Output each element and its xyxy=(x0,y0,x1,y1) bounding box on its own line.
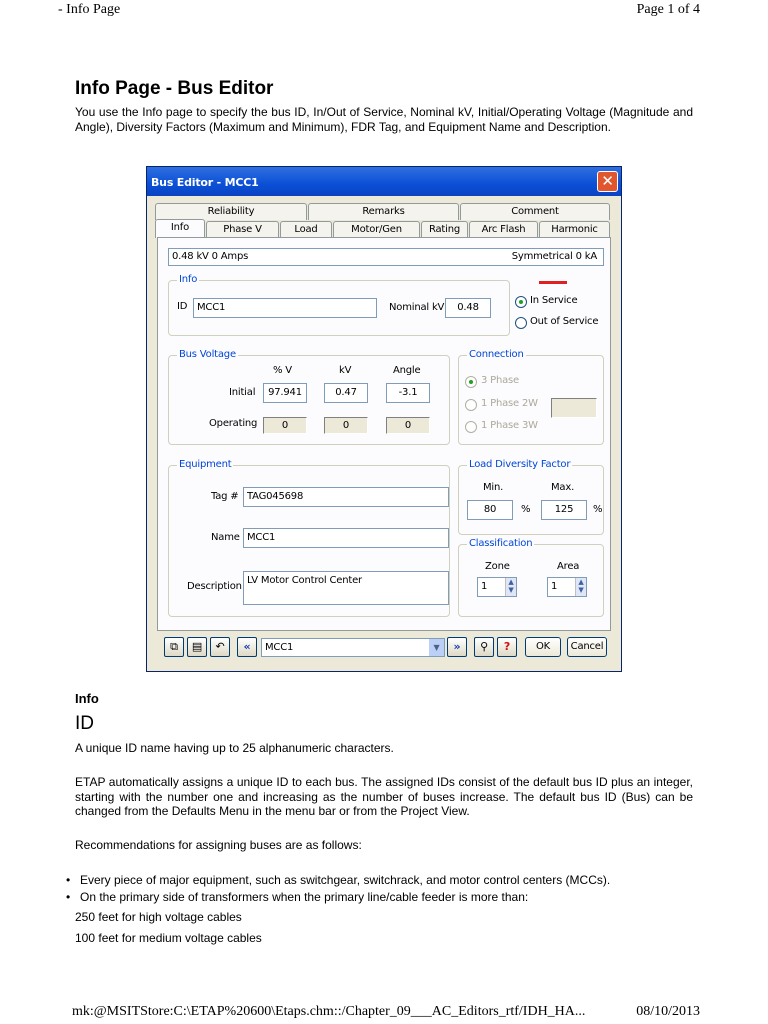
paste-icon[interactable]: ▤ xyxy=(187,637,207,657)
in-service-radio[interactable] xyxy=(515,296,527,308)
section-heading-id: ID xyxy=(75,713,94,734)
close-icon[interactable]: ✕ xyxy=(597,171,618,192)
bus-selector-value: MCC1 xyxy=(265,642,294,653)
classification-label: Classification xyxy=(469,538,533,549)
three-phase-radio[interactable] xyxy=(465,376,477,388)
operating-label: Operating xyxy=(209,418,258,429)
operating-pct-v: 0 xyxy=(263,417,307,434)
equipment-group xyxy=(168,459,450,617)
classification-group xyxy=(458,538,604,617)
initial-pct-v-field[interactable]: 97.941 xyxy=(263,383,307,403)
info-group-label: Info xyxy=(179,274,198,285)
header-page-number: Page 1 of 4 xyxy=(636,2,700,17)
section-heading-info: Info xyxy=(75,691,99,706)
one-phase-3w-label: 1 Phase 3W xyxy=(481,420,538,431)
info-tab-panel xyxy=(157,237,611,631)
status-short-circuit: Symmetrical 0 kA xyxy=(511,251,597,262)
chevron-down-icon[interactable]: ▼ xyxy=(429,639,444,656)
previous-icon[interactable]: « xyxy=(237,637,257,657)
red-annotation-line xyxy=(539,281,567,284)
zone-spinner[interactable] xyxy=(477,577,517,597)
intro-paragraph: You use the Info page to specify the bus ID, In/Out of Service, Nominal kV, Initial/Operating Voltage (Magnitude and Angle), Diversity Factors (Maximum and Minimum), FDR Tag, and Equipment Name and Description. xyxy=(75,105,693,134)
dialog-title: Bus Editor - MCC1 xyxy=(151,176,259,189)
zone-label: Zone xyxy=(485,561,510,572)
status-rating: 0.48 kV 0 Amps xyxy=(172,251,249,262)
tab-remarks[interactable]: Remarks xyxy=(308,203,459,220)
one-phase-2w-label: 1 Phase 2W xyxy=(481,398,538,409)
min-unit: % xyxy=(521,504,531,515)
area-spinner[interactable] xyxy=(547,577,587,597)
status-bar xyxy=(168,248,604,266)
bus-editor-dialog xyxy=(146,166,622,672)
zone-spin-arrows-icon[interactable]: ▲ ▼ xyxy=(505,578,516,596)
tag-label: Tag # xyxy=(211,491,239,502)
undo-icon[interactable]: ↶ xyxy=(210,637,230,657)
copy-icon[interactable]: ⧉ xyxy=(164,637,184,657)
bus-selector-combo[interactable] xyxy=(261,638,445,657)
bus-voltage-label: Bus Voltage xyxy=(179,349,236,360)
list-item: • On the primary side of transformers when the primary line/cable feeder is more than: xyxy=(66,889,610,906)
in-service-label: In Service xyxy=(530,295,578,306)
max-label: Max. xyxy=(551,482,575,493)
area-spin-arrows-icon[interactable]: ▲ ▼ xyxy=(575,578,586,596)
footer-url: mk:@MSITStore:C:\ETAP%20600\Etaps.chm::/Chapter_09___AC_Editors_rtf/IDH_HA... xyxy=(72,1004,586,1019)
paragraph-recommendations: Recommendations for assigning buses are as follows: xyxy=(75,838,362,852)
header-left: - Info Page xyxy=(58,2,121,17)
name-field[interactable]: MCC1 xyxy=(243,528,449,548)
info-group xyxy=(168,274,510,336)
min-label: Min. xyxy=(483,482,504,493)
bus-voltage-group xyxy=(168,349,450,445)
id-field[interactable]: MCC1 xyxy=(193,298,377,318)
tab-reliability[interactable]: Reliability xyxy=(155,203,307,220)
line-high-voltage: 250 feet for high voltage cables xyxy=(75,910,242,924)
nominal-kv-field[interactable]: 0.48 xyxy=(445,298,491,318)
out-of-service-radio[interactable] xyxy=(515,317,527,329)
tab-comment[interactable]: Comment xyxy=(460,203,610,220)
tab-harmonic[interactable]: Harmonic xyxy=(539,221,610,238)
load-diversity-label: Load Diversity Factor xyxy=(469,459,571,470)
connection-group xyxy=(458,349,604,445)
phase-select-box xyxy=(551,398,597,418)
paragraph-id-desc: A unique ID name having up to 25 alphanumeric characters. xyxy=(75,741,394,755)
description-label: Description xyxy=(187,581,242,592)
help-icon[interactable]: ? xyxy=(497,637,517,657)
tab-phase-v[interactable]: Phase V xyxy=(206,221,279,238)
three-phase-label: 3 Phase xyxy=(481,375,519,386)
next-icon[interactable]: » xyxy=(447,637,467,657)
initial-angle-field[interactable]: -3.1 xyxy=(386,383,430,403)
description-field[interactable]: LV Motor Control Center xyxy=(243,571,449,605)
dialog-titlebar xyxy=(147,167,621,196)
one-phase-2w-radio[interactable] xyxy=(465,399,477,411)
max-field[interactable]: 125 xyxy=(541,500,587,520)
operating-kv: 0 xyxy=(324,417,368,434)
page-title: Info Page - Bus Editor xyxy=(75,78,274,99)
area-value: 1 xyxy=(551,581,558,592)
max-unit: % xyxy=(593,504,603,515)
area-label: Area xyxy=(557,561,580,572)
initial-label: Initial xyxy=(229,387,256,398)
tab-info[interactable]: Info xyxy=(155,219,205,238)
load-diversity-group xyxy=(458,459,604,535)
one-phase-3w-radio[interactable] xyxy=(465,421,477,433)
tab-motor-gen[interactable]: Motor/Gen xyxy=(333,221,420,238)
line-medium-voltage: 100 feet for medium voltage cables xyxy=(75,931,262,945)
paragraph-auto-assign: ETAP automatically assigns a unique ID to each bus. The assigned IDs consist of the default bus ID plus an integer, starting with the number one and increasing as the number of buses increase. The default bus ID (Bus) can be changed from the Defaults Menu in the menu bar or from the Project View. xyxy=(75,775,693,818)
col-angle: Angle xyxy=(393,365,421,376)
min-field[interactable]: 80 xyxy=(467,500,513,520)
tab-load[interactable]: Load xyxy=(280,221,332,238)
recommendations-list xyxy=(66,872,610,906)
name-label: Name xyxy=(211,532,240,543)
out-of-service-label: Out of Service xyxy=(530,316,599,327)
tab-rating[interactable]: Rating xyxy=(421,221,468,238)
operating-angle: 0 xyxy=(386,417,430,434)
tag-field[interactable]: TAG045698 xyxy=(243,487,449,507)
ok-button[interactable]: OK xyxy=(525,637,561,657)
col-pct-v: % V xyxy=(273,365,292,376)
tab-arc-flash[interactable]: Arc Flash xyxy=(469,221,538,238)
cancel-button[interactable]: Cancel xyxy=(567,637,607,657)
binoculars-icon[interactable]: ⚲ xyxy=(474,637,494,657)
initial-kv-field[interactable]: 0.47 xyxy=(324,383,368,403)
equipment-label: Equipment xyxy=(179,459,232,470)
id-label: ID xyxy=(177,301,188,312)
footer-date: 08/10/2013 xyxy=(636,1004,700,1019)
nominal-kv-label: Nominal kV xyxy=(389,302,445,313)
connection-label: Connection xyxy=(469,349,524,360)
list-item: • Every piece of major equipment, such as switchgear, switchrack, and motor control centers (MCCs). xyxy=(66,872,610,889)
col-kv: kV xyxy=(339,365,352,376)
zone-value: 1 xyxy=(481,581,488,592)
